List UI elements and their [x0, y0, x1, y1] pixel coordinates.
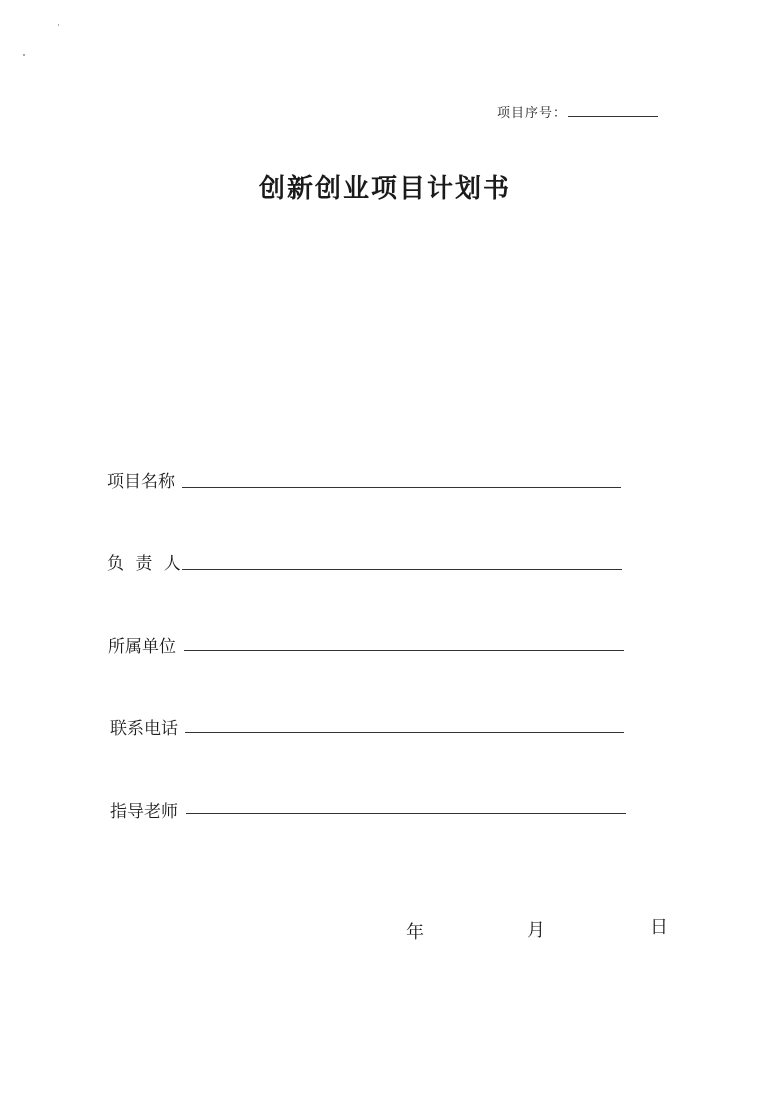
field-blank-line[interactable]	[182, 569, 622, 570]
date-day-label: 日	[650, 917, 668, 938]
field-person-in-charge	[107, 553, 627, 583]
field-label: 所属单位	[108, 637, 176, 657]
field-affiliation	[108, 636, 628, 666]
field-label: 联系电话	[110, 719, 178, 739]
field-blank-line[interactable]	[186, 813, 626, 814]
scan-speck	[58, 24, 59, 26]
project-serial-blank-line[interactable]	[568, 116, 658, 117]
field-blank-line[interactable]	[182, 487, 621, 488]
date-year-label: 年	[406, 922, 424, 943]
date-month-label: 月	[527, 920, 545, 941]
project-serial-label: 项目序号：	[497, 106, 568, 121]
field-label: 指导老师	[110, 802, 178, 822]
field-blank-line[interactable]	[184, 650, 624, 651]
field-label: 项目名称	[107, 472, 175, 492]
field-phone	[110, 718, 630, 748]
scan-speck	[23, 54, 25, 56]
document-title: 创新创业项目计划书	[258, 174, 511, 204]
field-advisor	[110, 801, 630, 831]
field-project-name	[107, 471, 627, 501]
field-blank-line[interactable]	[185, 732, 624, 733]
field-label: 负 责 人	[107, 554, 184, 574]
